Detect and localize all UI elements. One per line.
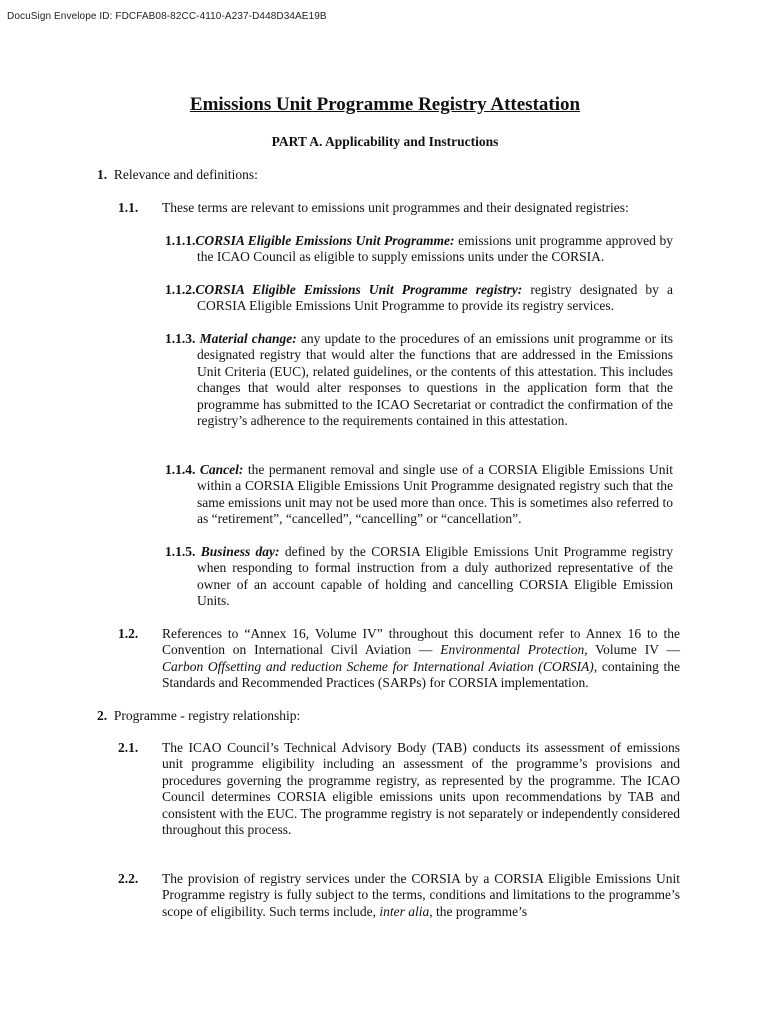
section-2-heading: Programme - registry relationship: <box>113 708 301 723</box>
clause-2-1-text: The ICAO Council’s Technical Advisory Body (TAB) conducts its assessment of emissions unit programme eligibility including an assessment of the programme’s provisions and procedures governing the programme registry, as represented by the programme. The ICAO Council determines CORSIA eligible emissions units upon recommendations by TAB and consistent with the EUC. The programme registry is not separately or independently considered throughout this process. <box>162 740 680 838</box>
definition-1-1-1-term: CORSIA Eligible Emissions Unit Programme: <box>195 233 455 248</box>
clause-2-2-italic-a: inter alia <box>379 903 430 919</box>
definition-1-1-1 <box>165 233 673 266</box>
definition-1-1-2-term: CORSIA Eligible Emissions Unit Programme registry: <box>195 282 523 297</box>
clause-1-1-number: 1.1. <box>118 200 139 215</box>
clause-1-2-text-b: Volume IV — <box>587 642 680 658</box>
section-1-heading: Relevance and definitions: <box>113 167 258 182</box>
clause-2-2-text-b: , the programme’s <box>429 903 528 919</box>
document-title: Emissions Unit Programme Registry Attestation <box>189 94 581 115</box>
definition-1-1-1-number: 1.1.1. <box>165 233 196 248</box>
clause-1-2-text-a: References to “Annex 16, Volume IV” throughout this document refer to Annex 16 to the Convention on International Civil Aviation — <box>162 626 680 658</box>
clause-1-2-text-c: , containing the Standards and Recommended Practices (SARPs) for CORSIA implementation. <box>162 658 681 691</box>
clause-2-2-text-a: The provision of registry services under the CORSIA by a CORSIA Eligible Emissions Unit Programme registry is fully subject to the terms, conditions and limitations to the programme’s scope of eligibility. Such terms include, <box>162 871 680 919</box>
part-heading: PART A. Applicability and Instructions <box>271 134 499 149</box>
definition-1-1-3-number: 1.1.3. <box>165 331 196 346</box>
clause-1-2-text <box>162 626 680 692</box>
definition-1-1-5-term: Business day: <box>200 544 280 559</box>
definition-1-1-2-number: 1.1.2. <box>165 282 196 297</box>
definition-1-1-3-term: Material change: <box>199 331 297 346</box>
definition-1-1-4-term: Cancel: <box>199 462 244 477</box>
clause-2-2-text <box>162 871 680 920</box>
definition-1-1-5 <box>165 544 673 610</box>
definition-1-1-2-text: registry designated by a CORSIA Eligible Emissions Unit Programme to provide its registry services. <box>197 282 673 314</box>
clause-1-2-italic-b: Carbon Offsetting and reduction Scheme for International Aviation (CORSIA) <box>162 658 594 674</box>
definition-1-1-3 <box>165 331 673 429</box>
section-1-number: 1. <box>97 167 108 182</box>
definition-1-1-2 <box>165 282 673 315</box>
definition-1-1-4-number: 1.1.4. <box>165 462 196 477</box>
section-1 <box>97 167 258 183</box>
definition-1-1-5-text: defined by the CORSIA Eligible Emissions Unit Programme registry when responding to formal instruction from a duly authorized representative of the owner of an account capable of holding and cancelling CORSIA Eligible Emission Units. <box>197 544 674 609</box>
clause-1-2-number: 1.2. <box>118 626 139 641</box>
definition-1-1-5-number: 1.1.5. <box>165 544 196 559</box>
envelope-id: DocuSign Envelope ID: FDCFAB08-82CC-4110-A237-D448D34AE19B <box>7 11 327 22</box>
clause-1-2-italic-a: Environmental Protection, <box>440 642 588 658</box>
section-2 <box>97 708 300 724</box>
section-2-number: 2. <box>97 708 108 723</box>
definition-1-1-4-text: the permanent removal and single use of a CORSIA Eligible Emissions Unit within a CORSIA Eligible Emissions Unit Programme designated registry such that the same emissions unit may not be used more than once. This is sometimes also referred to as “retirement”, “cancelled”, “cancelling” or “cancellation”. <box>197 462 674 527</box>
clause-2-1-number: 2.1. <box>118 740 139 755</box>
clause-2-2-number: 2.2. <box>118 871 139 886</box>
definition-1-1-1-text: emissions unit programme approved by the ICAO Council as eligible to supply emissions units under the CORSIA. <box>197 233 673 265</box>
definition-1-1-4 <box>165 462 673 528</box>
clause-1-1-text: These terms are relevant to emissions unit programmes and their designated registries: <box>162 200 629 215</box>
definition-1-1-3-text: any update to the procedures of an emissions unit programme or its designated registry that would alter the functions that are addressed in the Emissions Unit Criteria (EUC), related guidelines, or the contents of this attestation. This includes changes that would alter responses to questions in the application form that the programme has submitted to the ICAO Secretariat or contradict the confirmation of the registry’s adherence to the requirements contained in this attestation. <box>197 331 674 429</box>
